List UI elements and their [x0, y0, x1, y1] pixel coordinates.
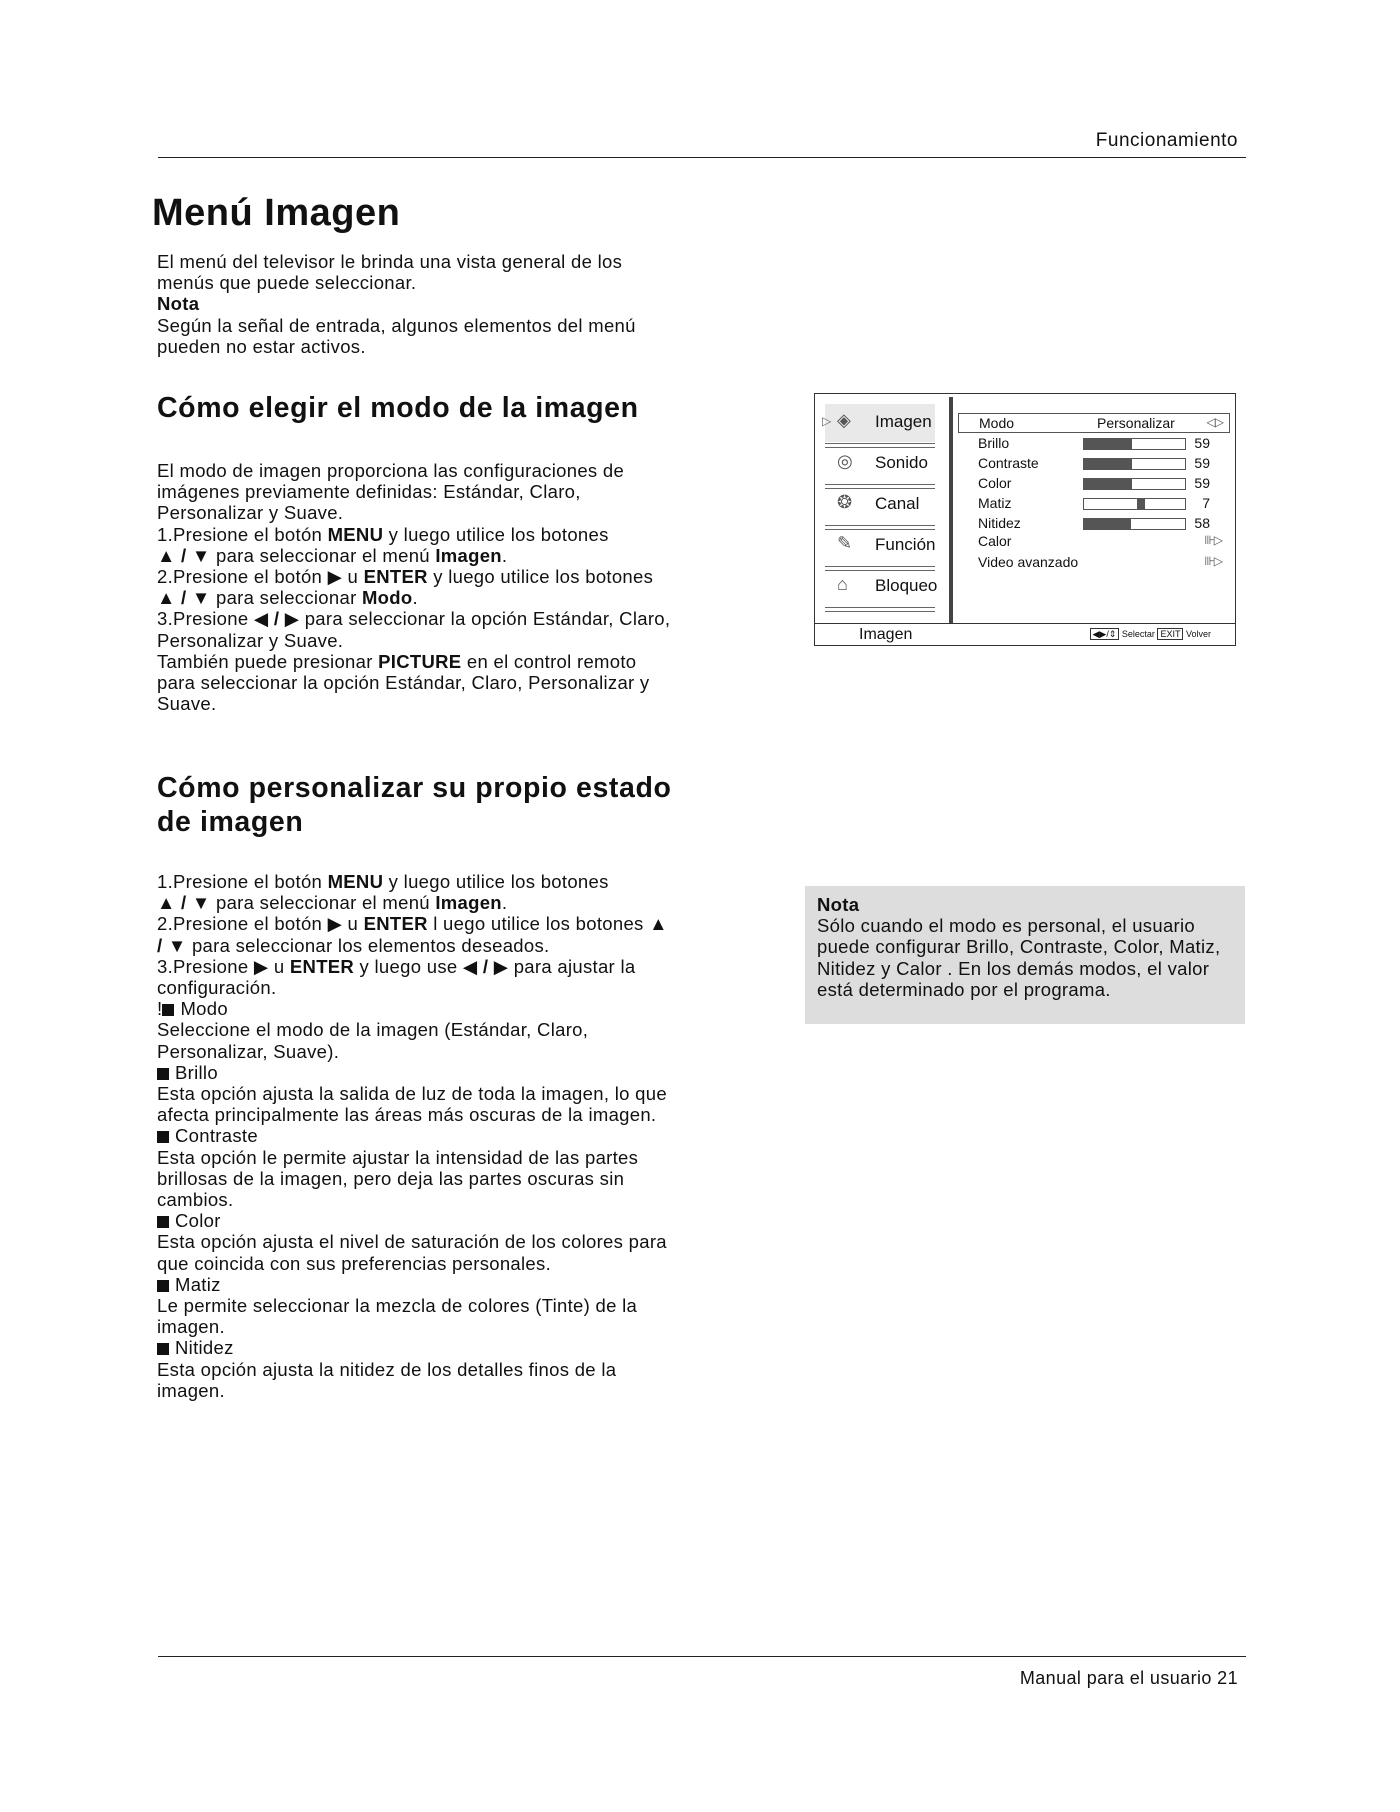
tv-slider-value: 59 — [1194, 455, 1210, 471]
section1-paragraph: El modo de imagen proporciona las configuraciones de imágenes previamente definidas: Estándar, Claro, Personalizar y Suave. — [157, 460, 625, 524]
setting-description: Le permite seleccionar la mezcla de colores (Tinte) de la imagen. — [157, 1295, 638, 1338]
lock-icon: ⌂ — [837, 574, 848, 594]
tv-slider-bar — [1083, 518, 1186, 530]
setting-heading: Brillo — [157, 1062, 677, 1083]
tv-menu-footer — [815, 623, 1235, 646]
section2-body — [157, 871, 677, 1401]
setting-description: Esta opción ajusta la nitidez de los detalles finos de la imagen. — [157, 1358, 617, 1401]
section1-paragraph2: También puede presionar PICTURE en el control remoto para seleccionar la opción Estándar, Claro, Personalizar y Suave. — [157, 650, 650, 715]
tv-row-brillo: Brillo 59 — [978, 435, 1210, 451]
intro-text: El menú del televisor le brinda una vista general de los menús que puede seleccionar. — [157, 251, 623, 294]
tv-slider-value: 7 — [1202, 495, 1210, 511]
bullet-square-icon — [157, 1068, 169, 1080]
page-title: Menú Imagen — [152, 192, 401, 234]
tv-slider-knob — [1137, 498, 1145, 510]
tv-row-matiz: Matiz 7 — [978, 495, 1210, 511]
tv-category-separator — [825, 607, 935, 612]
navigate-keys-icon: ◀▶/⇕ — [1090, 628, 1120, 640]
tv-slider-bar — [1083, 458, 1186, 470]
left-right-arrows-icon: ◁▷ — [1206, 415, 1223, 429]
sound-icon: ◎ — [837, 451, 853, 471]
header-rule — [158, 157, 1246, 158]
footer-page-label: Manual para el usuario 21 — [1019, 1668, 1238, 1688]
tv-row-modo: Modo Personalizar ◁▷ — [958, 413, 1230, 433]
intro-block — [157, 251, 677, 357]
enter-arrow-icon: ⊪▷ — [1204, 533, 1222, 547]
setting-heading: Color — [157, 1210, 677, 1231]
tv-row-color: Color 59 — [978, 475, 1210, 491]
selection-arrow-icon: ▷ — [822, 414, 832, 428]
setting-heading: Contraste — [157, 1125, 677, 1146]
tv-row-calor: Calor ⊪▷ — [978, 533, 1222, 549]
tv-category-canal: ❂ Canal — [837, 492, 920, 513]
tv-slider-bar — [1083, 498, 1186, 510]
tv-slider-fill — [1084, 479, 1132, 489]
tv-slider-value: 59 — [1194, 475, 1210, 491]
tv-row-nitidez: Nitidez 58 — [978, 515, 1210, 531]
tv-slider-value: 58 — [1194, 515, 1210, 531]
tv-slider-value: 59 — [1194, 435, 1210, 451]
section1-step3: 3.Presione ◀ / ▶ para seleccionar la opción Estándar, Claro, Personalizar y Suave. — [157, 608, 671, 651]
bullet-square-icon — [157, 1280, 169, 1292]
section2-title: Cómo personalizar su propio estado de imagen — [157, 772, 672, 838]
tv-slider-fill — [1084, 459, 1132, 469]
section1-title: Cómo elegir el modo de la imagen — [157, 392, 639, 424]
tv-slider-fill — [1084, 439, 1132, 449]
bullet-square-icon — [157, 1343, 169, 1355]
note-box — [805, 886, 1245, 1024]
tv-menu-figure — [814, 393, 1236, 646]
intro-note-text: Según la señal de entrada, algunos elementos del menú pueden no estar activos. — [157, 314, 636, 357]
tv-category-función: ✎ Función — [837, 533, 936, 554]
bullet-square-icon — [162, 1004, 174, 1016]
picture-icon: ◈ — [837, 410, 851, 430]
intro-note-label: Nota — [157, 293, 200, 315]
tv-footer-hint: ◀▶/⇕ Selectar EXIT Volver — [1090, 628, 1212, 640]
setting-description: Esta opción le permite ajustar la intensidad de las partes brillosas de la imagen, pero deja las partes oscuras sin cambios. — [157, 1146, 639, 1211]
exit-key-icon: EXIT — [1157, 628, 1183, 640]
tv-slider-fill — [1084, 519, 1131, 529]
header-section-label: Funcionamiento — [1095, 130, 1238, 151]
tv-modo-value: Personalizar — [1097, 415, 1175, 431]
section1-body — [157, 460, 677, 714]
tv-slider-bar — [1083, 438, 1186, 450]
note-box-text: Sólo cuando el modo es personal, el usuario puede configurar Brillo, Contraste, Color, Matiz, Nitidez y Calor . En los demás modos, el valor está determinado por el programa. — [817, 915, 1221, 1000]
function-icon: ✎ — [837, 533, 853, 553]
setting-description: Esta opción ajusta el nivel de saturación de los colores para que coincida con sus preferencias personales. — [157, 1231, 667, 1274]
setting-heading: Nitidez — [157, 1337, 677, 1358]
tv-slider-bar — [1083, 478, 1186, 490]
enter-arrow-icon: ⊪▷ — [1204, 554, 1222, 568]
tv-menu-divider — [949, 397, 953, 623]
bullet-square-icon — [157, 1131, 169, 1143]
setting-description: Esta opción ajusta la salida de luz de toda la imagen, lo que afecta principalmente las áreas más oscuras de la imagen. — [157, 1083, 667, 1126]
tv-row-contraste: Contraste 59 — [978, 455, 1210, 471]
tv-menu-categories — [821, 400, 943, 624]
setting-heading: ! Modo — [157, 998, 228, 1020]
setting-descriptions — [157, 998, 677, 1401]
tv-category-bloqueo: ⌂ Bloqueo — [837, 574, 938, 595]
setting-description: Seleccione el modo de la imagen (Estándar, Claro, Personalizar, Suave). — [157, 1019, 589, 1062]
section2-step1: 1.Presione el botón MENU y luego utilice los botones ▲ / ▼ para seleccionar el menú Imagen. — [157, 871, 609, 914]
section2-step3: 3.Presione ▶ u ENTER y luego use ◀ / ▶ para ajustar la configuración. — [157, 955, 636, 999]
tv-footer-title: Imagen — [859, 626, 913, 643]
channel-icon: ❂ — [837, 492, 853, 512]
footer-rule — [158, 1656, 1246, 1657]
note-box-label: Nota — [817, 894, 860, 915]
section2-step2: 2.Presione el botón ▶ u ENTER l uego utilice los botones ▲ / ▼ para seleccionar los elementos deseados. — [157, 913, 668, 956]
tv-category-sonido: ◎ Sonido — [837, 451, 928, 472]
section1-step1: 1.Presione el botón MENU y luego utilice los botones ▲ / ▼ para seleccionar el menú Imagen. — [157, 523, 609, 566]
section1-step2: 2.Presione el botón ▶ u ENTER y luego utilice los botones ▲ / ▼ para seleccionar Modo. — [157, 566, 654, 609]
bullet-square-icon — [157, 1216, 169, 1228]
setting-heading: Matiz — [157, 1274, 677, 1295]
tv-row-video-avanzado: Video avanzado ⊪▷ — [978, 554, 1222, 570]
tv-category-imagen: ▷ ◈ Imagen — [825, 404, 935, 442]
